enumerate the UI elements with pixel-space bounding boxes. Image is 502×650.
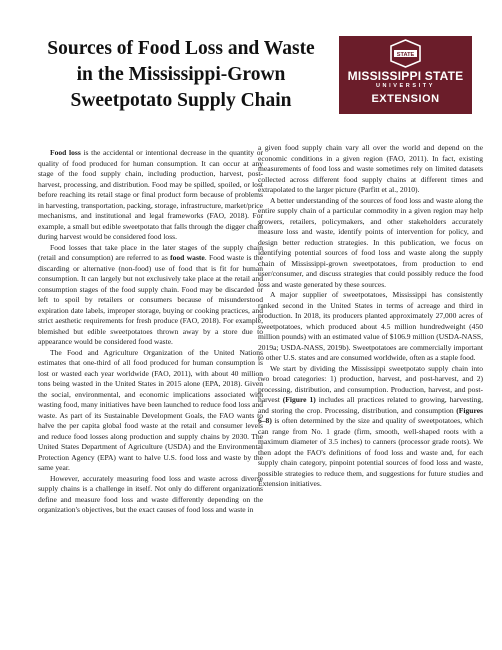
figure-reference: (Figure 1) xyxy=(282,395,316,404)
logo-extension: EXTENSION xyxy=(371,93,440,105)
figure-reference: (Figures 6–8) xyxy=(258,405,483,425)
paragraph: A better understanding of the sources of food loss and waste along the entire supply chain of a particular commodity in a given region may help growers, retailers, policymakers, and other stakeholders accurately measure loss and waste, identify points of intervention for policy, and design better reduction strategies. In this publication, we focus on identifying potential sources of food loss and waste along the supply chain of Mississippi-grown sweetpotatoes, from production to end user/consumer, and discuss strategies that could possibly reduce the food loss and waste generated by these sources. xyxy=(258,195,483,289)
paragraph xyxy=(258,364,483,490)
paragraph: However, accurately measuring food loss and waste across diverse supply chains is a challenge in itself. Not only do different organizations define and measure food loss and waste differently depending on the organization's objectives, but the exact causes of food loss and waste in xyxy=(38,473,263,514)
state-seal-icon xyxy=(389,39,422,68)
logo-name: MISSISSIPPI STATE xyxy=(347,69,464,83)
paragraph-text: Food losses that take place in the later stages of the supply chain (retail and consumption) are referred to as xyxy=(38,242,263,262)
paragraph-text: includes all practices related to growing, harvesting, and storing the crop. Processing, distribution, and consumption xyxy=(258,395,483,415)
left-column xyxy=(38,148,263,516)
msu-extension-logo xyxy=(339,36,472,114)
paragraph-text: . Food waste is the discarding or alternative (non-food) use of food that is fit for human consumption. It can largely but not exclusively take place at the retail and consumption stages of the food supply chain. Food may be discarded or left to spoil by retailers or consumers because of misunderstood expiration date labels, improper storage, buying or cooking practices, and strict aesthetic requirements for fresh produce (FAO, 2018). For example, blemished but edible sweetpotatoes thrown away by a store due to appearance would be considered food waste. xyxy=(38,253,264,346)
term-food-waste: food waste xyxy=(170,253,205,262)
document-title xyxy=(22,36,340,114)
title-line-1: Sources of Food Loss and Waste xyxy=(47,38,315,59)
paragraph-text: We start by dividing the Mississippi sweetpotato supply chain into two broad categories: 1) production, harvest, and post-harvest, and 2) processing, distribution, and consumption. Production, harvest, and post-harvest xyxy=(258,363,483,404)
title-line-3: Sweetpotato Supply Chain xyxy=(70,90,292,111)
paragraph-text: is the accidental or intentional decrease in the quantity or quality of food produced for human consumption. It can occur at any stage of the food supply chain, including production, harvest, post-harvest, processing, and distribution. Food may be spilled, spoiled, or lost before reaching its retail stage or final product form because of problems in harvesting, transportation, packing, storage, infrastructure, market/price mechanisms, and institutional and legal frameworks (FAO, 2018). For example, a small but edible sweetpotato that falls through the digger chain during harvest would be considered food loss. xyxy=(38,148,263,241)
paragraph-text: is often determined by the size and quality of sweetpotatoes, which can range from No. 1 grade (firm, smooth, well-shaped roots with a maximum diameter of 3.5 inches) to canners (processor grade roots). We then adopt the FAO's definitions of food loss and waste and, for each supply chain category, pinpoint potential sources of food loss and waste, possible strategies to reduce them, and suggestions for future studies and Extension initiatives. xyxy=(258,416,483,488)
right-column xyxy=(258,143,483,490)
seal-text: STATE xyxy=(396,51,415,58)
paragraph xyxy=(38,148,263,243)
paragraph: a given food supply chain vary all over the world and depend on the economic conditions in a given region (FAO, 2011). In fact, existing measurements of food loss and waste sometimes rely on limited datasets collected across different food supply chains at different times and extrapolated to the larger picture (Parfitt et al., 2010). xyxy=(258,143,483,194)
paragraph xyxy=(38,243,263,348)
paragraph: A major supplier of sweetpotatoes, Mississippi has consistently ranked second in the United States in terms of acreage and third in production. In 2018, its producers planted approximately 27,000 acres of sweetpotatoes, which produced about 4.5 million hundredweight (450 million pounds) with an estimated value of $106.9 million (USDA-NASS, 2019a; USDA-NASS, 2019b). Sweetpotatoes are commercially important to other U.S. states and are consumed worldwide, often as a staple food. xyxy=(258,290,483,362)
title-line-2: in the Mississippi-Grown xyxy=(76,64,286,85)
term-food-loss: Food loss xyxy=(50,148,81,157)
logo-university: UNIVERSITY xyxy=(375,83,435,89)
paragraph: The Food and Agriculture Organization of the United Nations estimates that one-third of all food produced for human consumption is lost or wasted each year worldwide (FAO, 2011), with about 40 million tons being wasted in the United States in 2015 alone (EPA, 2018). Given the social, environmental, and economic implications associated with wasting food, many initiatives have been launched to reduce food loss and waste. As part of its Sustainable Development Goals, the FAO wants to halve the per capita global food waste at the retail and consumer levels and reduce food losses along production and supply chains by 2030. The United States Department of Agriculture (USDA) and the Environmental Protection Agency (EPA) want to halve U.S. food loss and waste by the same year. xyxy=(38,347,263,472)
